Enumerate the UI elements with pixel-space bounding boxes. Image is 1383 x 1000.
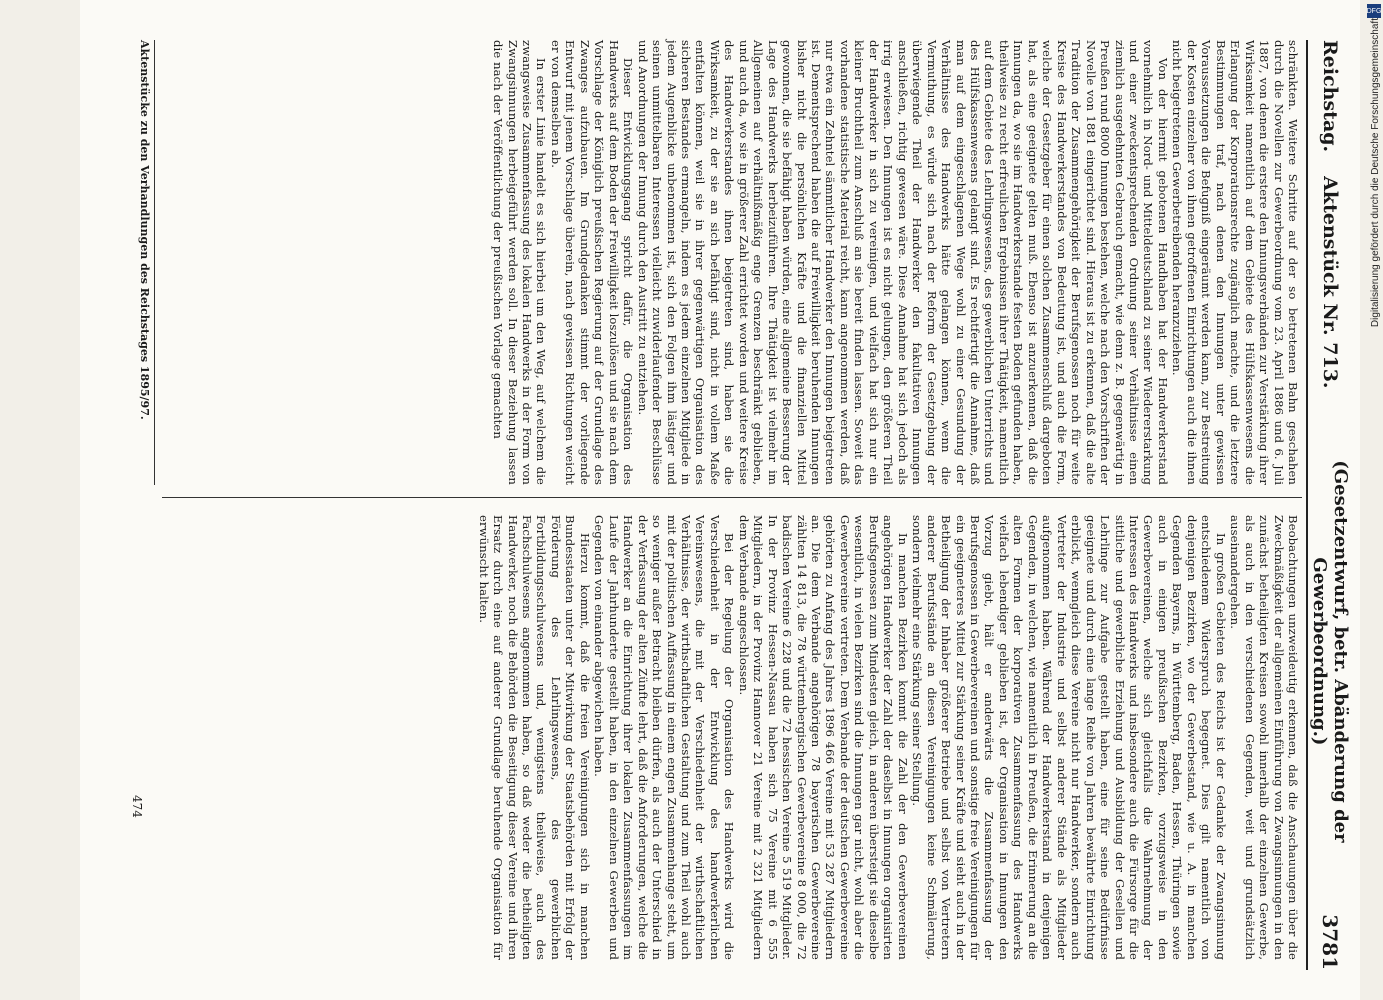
paragraph: Dieser Entwicklungsgang spricht dafür, die Organisation des Handwerks auf dem Boden der Freiwilligkeit loszulösen und sie nach dem Vorschlage der Königlich preußischen Regierung auf der Grundlage des Zwanges aufzubauen. Im Grundgedanken stimmt der vorliegende Entwurf mit jenem Vorschlage überein, nach gewissen Richtungen weicht er von demselben ab.	[548, 40, 636, 485]
rotated-document-page	[80, 0, 1360, 1000]
paragraph: Beobachtungen unzweideutig erkennen, daß die Anschauungen über die Zweckmäßigkeit der allgemeinen Einführung von Zwangsinnungen in den zunächst betheiligten Kreisen sowohl innerhalb der einzelnen Gewerbe, als auch in den verschiedenen Gegenden, weit und grundsätzlich auseinandergehen.	[1228, 515, 1300, 960]
text-column-right	[120, 515, 1300, 960]
column-divider	[162, 497, 1302, 498]
paragraph: In erster Linie handelt es sich hierbei um den Weg, auf welchem die zwangsweise Zusammenfassung des lokalen Handwerks in der Form von Zwangsinnungen herbeigeführt werden soll. In dieser Beziehung lassen die nach der Veröffentlichung der preußischen Vorlage gemachten	[491, 40, 549, 485]
header-title: (Gesetzentwurf, betr. Abänderung der Gewerbeordnung.)	[1309, 460, 1351, 843]
header-document-number: Aktenstück Nr. 713.	[1319, 176, 1341, 389]
paragraph: In großen Gebieten des Reichs ist der Gedanke der Zwangsinnung entschiedenem Widerspruch begegnet. Dies gilt namentlich von denjenigen Bezirken, wo der Gewerbestand, wie u. A. in manchen Gegenden Bayerns, in Württemberg, Baden, Hessen, Thüringen sowie auch in einigen preußischen Bezirken, vorzugsweise in den Gewerbevereinen, welche sich gleichfalls die Wahrnehmung der Interessen des Handwerks und insbesondere auch die Fürsorge für die sittliche und gewerbliche Erziehung und Ausbildung der Gesellen und Lehrlinge zur Aufgabe gestellt haben, eine für seine Bedürfnisse geeignete und durch eine lange Reihe von Jahren bewährte Einrichtung erblickt, wenngleich diese Vereine nicht nur Handwerker, sondern auch Vertreter der Industrie und selbst anderer Stände als Mitglieder aufgenommen haben. Während der Handwerkerstand in denjenigen Gegenden, in welchen, wie namentlich in Preußen, die Erinnerung an die alten Formen der korporativen Zusammenfassung des Handwerks vielfach lebendiger geblieben ist, der Organisation in Innungen den Vorzug giebt, hält er anderwärts die Zusammenfassung der Berufsgenossen in Gewerbevereinen und sonstige freie Vereinigungen für ein geeigneteres Mittel zur Stärkung seiner Kräfte und sieht auch in der Betheiligung der Inhaber größerer Betriebe und selbst von Vertretern anderer Berufsstände an diesen Vereinigungen keine Schmälerung, sondern vielmehr eine Stärkung seiner Stellung.	[910, 515, 1228, 960]
header-reichstag: Reichstag.	[1319, 40, 1341, 153]
footnote: Aktenstücke zu den Verhandlungen des Reichstages 1895/97.	[138, 40, 155, 485]
paragraph: Bei der Regelung der Organisation des Handwerks wird die Verschiedenheit in der Entwicklung des handwerkerlichen Vereinswesens, die mit der Verschiedenheit der wirthschaftlichen Verhältnisse, der wirthschaftlichen Gestaltung und zum Theil wohl auch mit der politischen Auffassung in einem engen Zusammenhange steht, um so weniger außer Betracht bleiben dürfen, als auch der Unterschied in der Verfassung der alten Zünfte lehrt, daß die Anforderungen, welche die Handwerker an die Einrichtung ihrer lokalen Zusammenfassungen im Laufe der Jahrhunderte gestellt haben, in den einzelnen Gewerben und Gegenden von einander abgewichen haben.	[592, 515, 737, 960]
dfg-logo-icon: DFG	[1367, 4, 1381, 18]
paragraph: In manchen Bezirken kommt die Zahl der den Gewerbevereinen angehörigen Handwerker der Zahl der daselbst in Innungen organisirten Berufsgenossen zum Mindesten gleich, in anderen übersteigt sie dieselbe wesentlich, in vielen Bezirken sind die Innungen gar nicht, wohl aber die Gewerbevereine vertreten. Dem Verbande der deutschen Gewerbevereine gehörten zu Anfang des Jahres 1896 466 Vereine mit 53 287 Mitgliedern an. Die dem Verbande angehörigen 78 bayerischen Gewerbevereine zählten 14 813, die 78 württembergischen Gewerbevereine 8 000, die 72 badischen Vereine 6 228 und die 72 hessischen Vereine 5 519 Mitglieder. In der Provinz Hessen-Nassau haben sich 75 Vereine mit 6 555 Mitgliedern, in der Provinz Hannover 21 Vereine mit 2 321 Mitgliedern dem Verbande angeschlossen.	[736, 515, 910, 960]
digitization-credit: Digitalisierung gefördert durch die Deutsche Forschungsgemeinschaft	[1370, 18, 1381, 328]
page-header	[1306, 40, 1352, 970]
text-column-left	[120, 40, 1300, 485]
header-left	[1319, 40, 1341, 389]
paragraph: Von der hiermit gebotenen Handhaben hat der Handwerkerstand vornehmlich in Nord- und Mitteldeutschland zu seiner Wiedererstarkung und einer zweckentsprechenden Ordnung seiner Verhältnisse einen ziemlich ausgedehnten Gebrauch gemacht, wie denn z. B. gegenwärtig in Preußen rund 8000 Innungen bestehen, welche nach den Vorschriften der Novelle von 1881 eingerichtet sind. Hieraus ist zu erkennen, daß die alte Tradition der Zusammengehörigkeit der Berufsgenossen noch für weite Kreise des Handwerkerstandes von Bedeutung ist, und auch die Form, welche der Gesetzgeber für einen solchen Zusammenschluß dargeboten hat, als eine geeignete gelten muß. Ebenso ist anzuerkennen, daß die Innungen da, wo sie im Handwerkerstande festen Boden gefunden haben, theilweise zu recht erfreulichen Ergebnissen ihrer Thätigkeit, namentlich auf dem Gebiete des Lehrlingswesens, des gewerblichen Unterrichts und des Hülfskassenwesens gelangt sind. Es rechtfertigt die Annahme, daß man auf dem eingeschlagenen Wege wohl zu einer Gesundung der Verhältnisse des Handwerks hätte gelangen können, wenn die Vermuthung, es würde sich nach der Reform der Gesetzgebung der überwiegende Theil der Handwerker den fakultativen Innungen anschließen, richtig gewesen wäre. Diese Annahme hat sich jedoch als irrig erwiesen. Den Innungen ist es nicht gelungen, den größeren Theil der Handwerker in sich zu vereinigen, und vielfach hat sich nur ein kleiner Bruchtheil zum Anschluß an sie bereit finden lassen. Soweit das vorhandene statistische Material reicht, kann angenommen werden, daß nur etwa ein Zehntel sämmtlicher Handwerker den Innungen beigetreten ist. Dementsprechend haben die auf Freiwilligkeit beruhenden Innungen bisher nicht die persönlichen Kräfte und die finanziellen Mittel gewonnen, die sie befähigt haben würden, eine allgemeine Besserung der Lage des Handwerks herbeizuführen. Ihre Thätigkeit ist vielmehr im Allgemeinen auf verhältnißmäßig enge Grenzen beschränkt geblieben, und auch da, wo sie in größerer Zahl errichtet worden und weitere Kreise des Handwerkerstandes ihnen beigetreten sind, haben sie die Wirksamkeit, zu der sie an sich befähigt sind, nicht in vollem Maße entfalten können, weil sie in ihrer gegenwärtigen Organisation des sicheren Bestandes ermangeln, indem es jedem einzelnen Mitgliede in jedem Augenblicke unbenommen ist, sich den Folgen ihm lästiger und seinen unmittelbaren Interessen vielleicht zuwiderlaufender Beschlüsse und Anordnungen der Innung durch den Austritt zu entziehen.	[635, 40, 1170, 485]
folio-number: 474	[130, 795, 144, 818]
header-page-number: 3781	[1318, 914, 1342, 970]
paragraph: Hierzu kommt, daß die freien Vereinigungen sich in manchen Bundesstaaten unter der Mitwirkung der Staatsbehörden mit Erfolg der Förderung des Lehrlingswesens, des gewerblichen Fortbildungsschulwesens und, wenigstens theilweise, auch des Fachschulwesens angenommen haben, so daß weder die betheiligten Handwerker, noch die Behörden die Beseitigung dieser Vereine und ihren Ersatz durch eine auf anderer Grundlage beruhende Organisation für erwünscht halten.	[476, 515, 592, 960]
paragraph: schränkten. Weitere Schritte auf der so betretenen Bahn geschahen durch die Novellen zur Gewerbeordnung vom 23. April 1886 und 6. Juli 1887, von denen die erstere den Innungsverbänden zur Verstärkung ihrer Wirksamkeit namentlich auf dem Gebiete des Hülfskassenwesens die Erlangung der Korporationsrechte zugänglich machte, und die letztere Bestimmungen traf, nach denen den Innungen unter gewissen Voraussetzungen die Befugniß eingeräumt werden kann, zur Bestreitung der Kosten einzelner von ihnen getroffenen Einrichtungen auch die ihnen nicht beigetretenen Gewerbetreibenden heranzuziehen.	[1170, 40, 1300, 485]
